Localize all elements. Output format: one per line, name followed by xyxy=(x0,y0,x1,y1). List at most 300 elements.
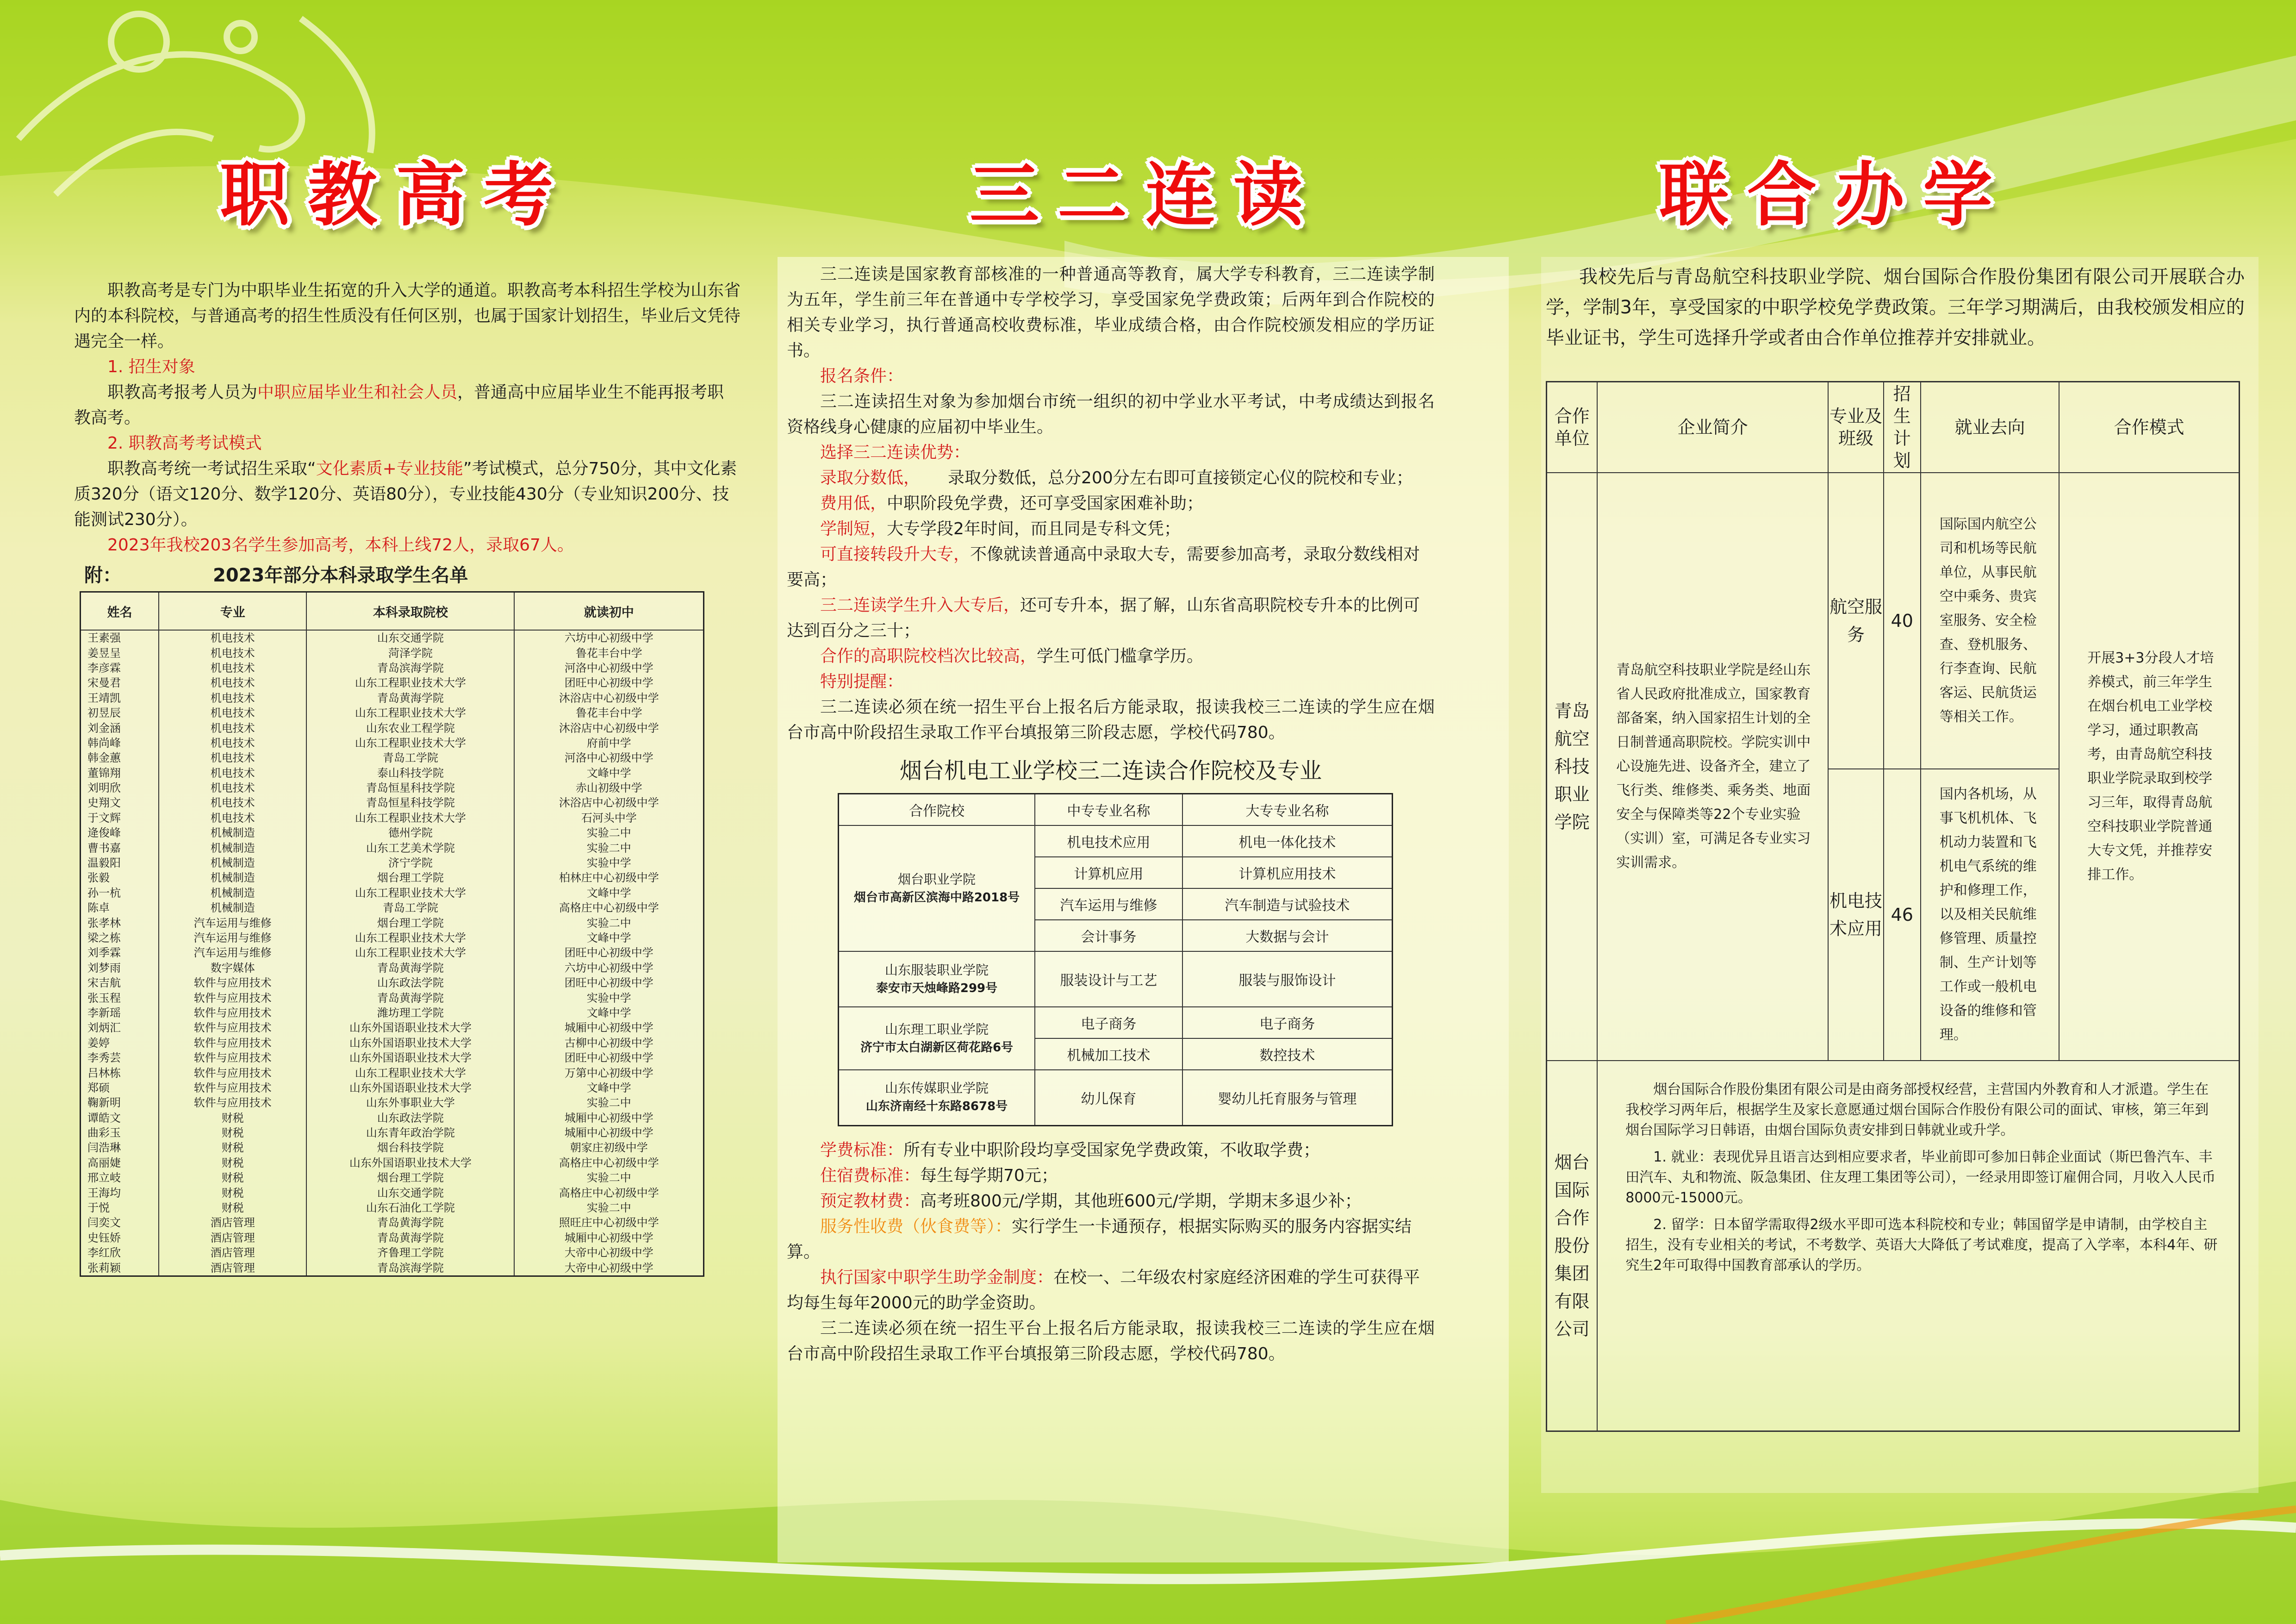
table-cell: 烟台理工学院 xyxy=(306,870,514,885)
table-row xyxy=(81,1006,704,1020)
table-cell: 机械制造 xyxy=(159,900,306,915)
table-cell: 软件与应用技术 xyxy=(159,990,306,1005)
table-cell: 实验中学 xyxy=(514,990,703,1005)
advantage-item: 可直接转段升大专，不像就读普通高中录取大专，需要参加高考，录取分数线相对要高； xyxy=(787,545,1420,589)
table-cell: 朝家庄初级中学 xyxy=(514,1140,703,1155)
table-cell: 财税 xyxy=(159,1125,306,1140)
table-cell: 陈卓 xyxy=(81,900,159,915)
table-cell: 高丽婕 xyxy=(81,1156,159,1170)
coop-header: 合作单位 xyxy=(1547,382,1598,473)
table-cell: 软件与应用技术 xyxy=(159,1065,306,1080)
table-row xyxy=(81,1230,704,1245)
partner-table-title: 烟台机电工业学校三二连读合作院校及专业 xyxy=(899,758,1322,784)
college-major: 电子商务 xyxy=(1182,1007,1393,1038)
table-cell: 山东外事职业大学 xyxy=(306,1095,514,1110)
table-cell: 青岛黄海学院 xyxy=(306,1215,514,1230)
partner-header: 中专专业名称 xyxy=(1035,794,1182,826)
fee-item: 学费标准：所有专业中职阶段均享受国家免学费政策，不收取学费； xyxy=(820,1140,1320,1160)
coop-jobs: 国际国内航空公司和机场等民航单位，从事民航空中乘务、贵宾室服务、安全检查、登机服务、行李查询、民航客运、民航货运等相关工作。 xyxy=(1921,473,2059,769)
right-intro: 我校先后与青岛航空科技职业学院、烟台国际合作股份集团有限公司开展联合办学，学制3年，享受国家的中职学校免学费政策。三年学习期满后，由我校颁发相应的毕业证书，学生可选择升学或者由合作单位推荐并安排就业。 xyxy=(1546,266,2245,349)
table-cell: 实验二中 xyxy=(514,1095,703,1110)
table-cell: 河洛中心初级中学 xyxy=(514,661,703,675)
heading-right: 联合办学 xyxy=(1659,154,2011,236)
table-row xyxy=(81,900,704,915)
advantage-item: 费用低，中职阶段免学费，还可享受国家困难补助； xyxy=(820,494,1204,513)
table-row xyxy=(81,1260,704,1276)
table-cell: 软件与应用技术 xyxy=(159,1006,306,1020)
table-cell: 实验二中 xyxy=(514,915,703,930)
table-cell: 王靖凯 xyxy=(81,691,159,706)
partner-row xyxy=(839,951,1393,1007)
table-cell: 张孝林 xyxy=(81,915,159,930)
mid-req-text: 三二连读招生对象为参加烟台市统一组织的初中学业水平考试，中考成绩达到报名资格线身心健康的应届初中毕业生。 xyxy=(787,392,1435,437)
table-row xyxy=(81,706,704,720)
table-cell: 山东工程职业技术大学 xyxy=(306,1065,514,1080)
appendix-title: 2023年部分本科录取学生名单 xyxy=(213,565,468,586)
table-cell: 山东工程职业技术大学 xyxy=(306,736,514,750)
table-cell: 财税 xyxy=(159,1140,306,1155)
table-cell: 酒店管理 xyxy=(159,1260,306,1276)
table-cell: 机电技术 xyxy=(159,781,306,795)
table-row xyxy=(81,781,704,795)
table-cell: 机电技术 xyxy=(159,811,306,825)
table-cell: 青岛黄海学院 xyxy=(306,990,514,1005)
table-header: 专业 xyxy=(159,592,306,631)
fee-item: 执行国家中职学生助学金制度：在校一、二年级农村家庭经济困难的学生可获得平均每生每年2000元的助学金资助。 xyxy=(787,1268,1420,1312)
table-cell: 青岛恒星科技学院 xyxy=(306,781,514,795)
table-row xyxy=(81,886,704,900)
table-cell: 软件与应用技术 xyxy=(159,1050,306,1065)
table-cell: 机电技术 xyxy=(159,736,306,750)
table-cell: 史钰娇 xyxy=(81,1230,159,1245)
coop-detail-paragraph: 1. 就业：表现优异且语言达到相应要求者，毕业前即可参加日韩企业面试（斯巴鲁汽车、丰田汽车、丸和物流、阪急集团、住友理工集团等公司），一经录用即签订雇佣合同，月收入人民币8000元-15000元。 xyxy=(1625,1149,2216,1206)
table-cell: 软件与应用技术 xyxy=(159,1081,306,1095)
table-cell: 曹书嘉 xyxy=(81,840,159,855)
secondary-major: 幼儿保育 xyxy=(1035,1070,1182,1125)
table-row xyxy=(81,1245,704,1260)
table-cell: 机电技术 xyxy=(159,750,306,765)
table-cell: 财税 xyxy=(159,1170,306,1185)
table-row xyxy=(81,661,704,675)
table-cell: 团旺中心初级中学 xyxy=(514,945,703,960)
table-cell: 机械制造 xyxy=(159,840,306,855)
table-cell: 菏泽学院 xyxy=(306,645,514,660)
table-cell: 李红欣 xyxy=(81,1245,159,1260)
table-cell: 温毅阳 xyxy=(81,856,159,870)
table-cell: 高格庄中心初级中学 xyxy=(514,1156,703,1170)
coop-plan: 40 xyxy=(1884,473,1921,769)
table-cell: 城厢中心初级中学 xyxy=(514,1020,703,1035)
table-cell: 机电技术 xyxy=(159,766,306,781)
table-cell: 韩尚峰 xyxy=(81,736,159,750)
table-cell: 柏林庄中心初级中学 xyxy=(514,870,703,885)
table-cell: 山东政法学院 xyxy=(306,975,514,990)
mid-adv-title: 选择三二连读优势： xyxy=(820,443,971,462)
coop-unit-2: 烟台国际合作股份集团有限公司 xyxy=(1547,1061,1598,1431)
table-cell: 软件与应用技术 xyxy=(159,1020,306,1035)
table-cell: 万第中心初级中学 xyxy=(514,1065,703,1080)
table-cell: 文峰中学 xyxy=(514,766,703,781)
table-cell: 山东石油化工学院 xyxy=(306,1200,514,1215)
table-row xyxy=(81,1095,704,1110)
table-header: 本科录取院校 xyxy=(306,592,514,631)
table-cell: 青岛黄海学院 xyxy=(306,1230,514,1245)
table-cell: 山东外国语职业技术大学 xyxy=(306,1156,514,1170)
table-cell: 山东外国语职业技术大学 xyxy=(306,1036,514,1050)
table-header: 就读初中 xyxy=(514,592,703,631)
table-header: 姓名 xyxy=(81,592,159,631)
table-cell: 刘炳汇 xyxy=(81,1020,159,1035)
secondary-major: 计算机应用 xyxy=(1035,857,1182,888)
table-cell: 孙一杭 xyxy=(81,886,159,900)
table-row xyxy=(81,1020,704,1035)
coop-header: 就业去向 xyxy=(1921,382,2059,473)
table-cell: 机械制造 xyxy=(159,856,306,870)
table-cell: 山东外国语职业技术大学 xyxy=(306,1050,514,1065)
table-cell: 府前中学 xyxy=(514,736,703,750)
table-cell: 石河头中学 xyxy=(514,811,703,825)
coop-header: 企业简介 xyxy=(1597,382,1828,473)
cooperation-table xyxy=(1546,381,2240,1432)
table-cell: 谭皓文 xyxy=(81,1111,159,1125)
table-cell: 文峰中学 xyxy=(514,931,703,945)
partner-institution: 山东传媒职业学院 山东济南经十东路8678号 xyxy=(839,1070,1035,1125)
advantage-list xyxy=(787,465,1435,669)
table-cell: 于悦 xyxy=(81,1200,159,1215)
table-cell: 济宁学院 xyxy=(306,856,514,870)
table-row xyxy=(81,825,704,840)
table-cell: 机械制造 xyxy=(159,825,306,840)
table-cell: 古柳中心初级中学 xyxy=(514,1036,703,1050)
secondary-major: 机电技术应用 xyxy=(1035,825,1182,857)
table-cell: 城厢中心初级中学 xyxy=(514,1230,703,1245)
table-cell: 青岛滨海学院 xyxy=(306,1260,514,1276)
table-cell: 团旺中心初级中学 xyxy=(514,975,703,990)
table-row xyxy=(81,945,704,960)
coop-detail-2 xyxy=(1597,1061,2239,1431)
table-row xyxy=(81,840,704,855)
table-cell: 青岛黄海学院 xyxy=(306,691,514,706)
table-row xyxy=(81,1050,704,1065)
left-result-note: 2023年我校203名学生参加高考，本科上线72人，录取67人。 xyxy=(107,536,574,555)
college-major: 数控技术 xyxy=(1182,1038,1393,1070)
table-cell: 山东农业工程学院 xyxy=(306,720,514,735)
table-cell: 实验中学 xyxy=(514,856,703,870)
fee-list xyxy=(787,1137,1435,1316)
table-cell: 李秀芸 xyxy=(81,1050,159,1065)
table-cell: 实验二中 xyxy=(514,1200,703,1215)
table-row xyxy=(81,1081,704,1095)
table-cell: 财税 xyxy=(159,1185,306,1200)
coop-header: 招生计划 xyxy=(1884,382,1921,473)
secondary-major: 汽车运用与维修 xyxy=(1035,888,1182,920)
table-row xyxy=(81,1200,704,1215)
table-cell: 姜婷 xyxy=(81,1036,159,1050)
secondary-major: 服装设计与工艺 xyxy=(1035,951,1182,1007)
table-cell: 酒店管理 xyxy=(159,1245,306,1260)
table-cell: 沐浴店中心初级中学 xyxy=(514,795,703,810)
college-major: 计算机应用技术 xyxy=(1182,857,1393,888)
fee-item: 住宿费标准：每生每学期70元； xyxy=(820,1166,1058,1185)
table-cell: 软件与应用技术 xyxy=(159,1095,306,1110)
table-cell: 沐浴店中心初级中学 xyxy=(514,691,703,706)
table-cell: 六坊中心初级中学 xyxy=(514,961,703,975)
appendix-label: 附： xyxy=(84,565,121,586)
table-row xyxy=(81,870,704,885)
panel-vocational-exam xyxy=(74,278,740,1277)
table-cell: 刘明欣 xyxy=(81,781,159,795)
table-cell: 汽车运用与维修 xyxy=(159,945,306,960)
college-major: 婴幼儿托育服务与管理 xyxy=(1182,1070,1393,1125)
table-row xyxy=(81,630,704,645)
table-row xyxy=(81,1111,704,1125)
table-cell: 初昱辰 xyxy=(81,706,159,720)
coop-header: 专业及班级 xyxy=(1828,382,1884,473)
table-row xyxy=(81,720,704,735)
table-cell: 青岛工学院 xyxy=(306,900,514,915)
coop-header: 合作模式 xyxy=(2059,382,2239,473)
table-row xyxy=(81,975,704,990)
table-cell: 山东交通学院 xyxy=(306,1185,514,1200)
admission-table xyxy=(80,591,704,1277)
appendix-heading xyxy=(74,561,740,587)
college-major: 机电一体化技术 xyxy=(1182,825,1393,857)
table-cell: 逄俊峰 xyxy=(81,825,159,840)
mid-warn-text: 三二连读必须在统一招生平台上报名后方能录取，报读我校三二连读的学生应在烟台市高中阶段招生录取工作平台填报第三阶段志愿，学校代码780。 xyxy=(787,698,1435,742)
table-cell: 山东工程职业技术大学 xyxy=(306,706,514,720)
table-cell: 文峰中学 xyxy=(514,1081,703,1095)
partner-row xyxy=(839,1007,1393,1038)
table-row xyxy=(81,961,704,975)
left-s1-text: 职教高考报考人员为中职应届毕业生和社会人员，普通高中应届毕业生不能再报考职教高考。 xyxy=(74,383,724,427)
partner-header: 大专专业名称 xyxy=(1182,794,1393,826)
table-cell: 大帝中心初级中学 xyxy=(514,1245,703,1260)
table-cell: 鲁花丰台中学 xyxy=(514,645,703,660)
table-row xyxy=(81,1140,704,1155)
table-cell: 大帝中心初级中学 xyxy=(514,1260,703,1276)
table-cell: 山东工程职业技术大学 xyxy=(306,931,514,945)
coop-major: 航空服务 xyxy=(1828,473,1884,769)
table-cell: 酒店管理 xyxy=(159,1215,306,1230)
table-cell: 青岛恒星科技学院 xyxy=(306,795,514,810)
advantage-item: 学制短，大专学段2年时间，而且同是专科文凭； xyxy=(820,519,1181,538)
table-cell: 闫奕文 xyxy=(81,1215,159,1230)
table-cell: 邢立岐 xyxy=(81,1170,159,1185)
table-cell: 机电技术 xyxy=(159,645,306,660)
coop-detail-paragraph: 烟台国际合作股份集团有限公司是由商务部授权经营，主营国内外教育和人才派遣。学生在我校学习两年后，根据学生及家长意愿通过烟台国际合作股份有限公司的面试、审核，第三年到烟台国际学习日韩语，由烟台国际负责安排到日韩就业或升学。 xyxy=(1625,1081,2209,1138)
table-row xyxy=(81,691,704,706)
table-cell: 刘金涵 xyxy=(81,720,159,735)
table-cell: 实验二中 xyxy=(514,840,703,855)
table-cell: 曲彩玉 xyxy=(81,1125,159,1140)
college-major: 大数据与会计 xyxy=(1182,920,1393,951)
advantage-item: 合作的高职院校档次比较高，学生可低门槛拿学历。 xyxy=(820,647,1204,666)
college-major: 服装与服饰设计 xyxy=(1182,951,1393,1007)
table-cell: 照旺庄中心初级中学 xyxy=(514,1215,703,1230)
table-row xyxy=(81,931,704,945)
coop-plan: 46 xyxy=(1884,769,1921,1061)
table-cell: 山东交通学院 xyxy=(306,630,514,645)
college-major: 汽车制造与试验技术 xyxy=(1182,888,1393,920)
table-cell: 宋曼君 xyxy=(81,675,159,690)
table-cell: 李新瑶 xyxy=(81,1006,159,1020)
table-cell: 文峰中学 xyxy=(514,886,703,900)
table-cell: 团旺中心初级中学 xyxy=(514,675,703,690)
panel-three-two xyxy=(787,262,1435,1367)
table-cell: 机械制造 xyxy=(159,870,306,885)
table-cell: 机电技术 xyxy=(159,795,306,810)
partner-row xyxy=(839,825,1393,857)
table-row xyxy=(81,645,704,660)
heading-middle: 三二连读 xyxy=(969,154,1321,236)
table-cell: 汽车运用与维修 xyxy=(159,915,306,930)
table-cell: 鲁花丰台中学 xyxy=(514,706,703,720)
table-cell: 郑硕 xyxy=(81,1081,159,1095)
partner-institution: 烟台职业学院 烟台市高新区滨海中路2018号 xyxy=(839,825,1035,951)
partner-row xyxy=(839,1070,1393,1125)
table-row xyxy=(81,990,704,1005)
table-cell: 潍坊理工学院 xyxy=(306,1006,514,1020)
mid-req-title: 报名条件： xyxy=(820,367,904,386)
table-row xyxy=(81,1156,704,1170)
table-cell: 王素强 xyxy=(81,630,159,645)
table-cell: 姜昱呈 xyxy=(81,645,159,660)
table-cell: 城厢中心初级中学 xyxy=(514,1111,703,1125)
mid-outro: 三二连读必须在统一招生平台上报名后方能录取，报读我校三二连读的学生应在烟台市高中阶段招生录取工作平台填报第三阶段志愿，学校代码780。 xyxy=(787,1318,1435,1363)
coop-mode-1: 开展3+3分段人才培养模式，前三年学生在烟台机电工业学校学习，通过职教高考，由青岛航空科技职业学院录取到校学习三年，取得青岛航空科技职业学院普通大专文凭，并推荐安排工作。 xyxy=(2059,473,2239,1061)
fee-item: 服务性收费（伙食费等）：实行学生一卡通预存，根据实际购买的服务内容据实结算。 xyxy=(787,1217,1412,1262)
table-cell: 城厢中心初级中学 xyxy=(514,1125,703,1140)
table-cell: 机电技术 xyxy=(159,661,306,675)
table-cell: 烟台理工学院 xyxy=(306,915,514,930)
left-intro: 职教高考是专门为中职毕业生拓宽的升入大学的通道。职教高考本科招生学校为山东省内的本科院校，与普通高考的招生性质没有任何区别，也属于国家计划招生，毕业后文凭待遇完全一样。 xyxy=(74,281,741,351)
table-cell: 于文辉 xyxy=(81,811,159,825)
table-cell: 山东工艺美术学院 xyxy=(306,840,514,855)
table-row xyxy=(81,1036,704,1050)
table-cell: 山东工程职业技术大学 xyxy=(306,945,514,960)
table-row xyxy=(81,1170,704,1185)
table-cell: 宋吉航 xyxy=(81,975,159,990)
heading-left: 职教高考 xyxy=(219,154,572,236)
table-row xyxy=(81,675,704,690)
table-cell: 韩金蕙 xyxy=(81,750,159,765)
table-cell: 高格庄中心初级中学 xyxy=(514,1185,703,1200)
left-s2-title: 2. 职教高考考试模式 xyxy=(107,434,262,453)
table-cell: 汽车运用与维修 xyxy=(159,931,306,945)
table-row xyxy=(81,811,704,825)
secondary-major: 电子商务 xyxy=(1035,1007,1182,1038)
table-row xyxy=(81,766,704,781)
table-cell: 机电技术 xyxy=(159,675,306,690)
coop-jobs: 国内各机场，从事飞机机体、飞机动力装置和飞机电气系统的维护和修理工作，以及相关民航维修管理、质量控制、生产计划等工作或一般机电设备的维修和管理。 xyxy=(1921,769,2059,1061)
table-cell: 青岛滨海学院 xyxy=(306,661,514,675)
table-cell: 泰山科技学院 xyxy=(306,766,514,781)
table-cell: 青岛黄海学院 xyxy=(306,961,514,975)
table-cell: 鞠新明 xyxy=(81,1095,159,1110)
table-cell: 王海均 xyxy=(81,1185,159,1200)
table-cell: 张毅 xyxy=(81,870,159,885)
table-cell: 青岛工学院 xyxy=(306,750,514,765)
table-cell: 赤山初级中学 xyxy=(514,781,703,795)
table-cell: 董锦翔 xyxy=(81,766,159,781)
partner-institution: 山东服装职业学院 泰安市天烛峰路299号 xyxy=(839,951,1035,1007)
table-cell: 张莉颖 xyxy=(81,1260,159,1276)
table-cell: 软件与应用技术 xyxy=(159,1036,306,1050)
table-row xyxy=(81,750,704,765)
table-cell: 齐鲁理工学院 xyxy=(306,1245,514,1260)
table-cell: 六坊中心初级中学 xyxy=(514,630,703,645)
table-cell: 团旺中心初级中学 xyxy=(514,1050,703,1065)
mid-intro: 三二连读是国家教育部核准的一种普通高等教育，属大学专科教育，三二连读学制为五年，学生前三年在普通中专学校学习，享受国家免学费政策；后两年到合作院校的相关专业学习，执行普通高校收费标准，毕业成绩合格，由合作院校颁发相应的学历证书。 xyxy=(787,265,1435,360)
partner-institution: 山东理工职业学院 济宁市太白湖新区荷花路6号 xyxy=(839,1007,1035,1070)
table-cell: 史翔文 xyxy=(81,795,159,810)
table-row xyxy=(81,736,704,750)
table-cell: 沐浴店中心初级中学 xyxy=(514,720,703,735)
table-cell: 软件与应用技术 xyxy=(159,975,306,990)
table-cell: 山东工程职业技术大学 xyxy=(306,675,514,690)
coop-unit-1: 青岛航空科技职业学院 xyxy=(1547,473,1598,1061)
table-cell: 张玉程 xyxy=(81,990,159,1005)
table-cell: 山东工程职业技术大学 xyxy=(306,811,514,825)
table-cell: 梁之栋 xyxy=(81,931,159,945)
table-cell: 吕林栋 xyxy=(81,1065,159,1080)
advantage-item: 三二连读学生升入大专后，还可专升本，据了解，山东省高职院校专升本的比例可达到百分之三十； xyxy=(787,596,1420,640)
coop-major: 机电技术应用 xyxy=(1828,769,1884,1061)
table-row xyxy=(81,795,704,810)
table-cell: 机电技术 xyxy=(159,706,306,720)
table-row xyxy=(81,856,704,870)
table-cell: 山东工程职业技术大学 xyxy=(306,886,514,900)
left-s1-title: 1. 招生对象 xyxy=(107,357,195,376)
table-cell: 机械制造 xyxy=(159,886,306,900)
table-cell: 山东政法学院 xyxy=(306,1111,514,1125)
mid-warn-title: 特别提醒： xyxy=(820,672,904,691)
left-s2-text: 职教高考统一考试招生采取“文化素质+专业技能”考试模式，总分750分，其中文化素质320分（语文120分、数学120分、英语80分），专业技能430分（专业知识200分、技能测试230分）。 xyxy=(74,459,737,529)
table-row xyxy=(81,1065,704,1080)
table-cell: 机电技术 xyxy=(159,630,306,645)
table-cell: 文峰中学 xyxy=(514,1006,703,1020)
partner-header: 合作院校 xyxy=(839,794,1035,826)
table-cell: 机电技术 xyxy=(159,691,306,706)
table-cell: 财税 xyxy=(159,1200,306,1215)
table-cell: 高格庄中心初级中学 xyxy=(514,900,703,915)
table-row xyxy=(81,1125,704,1140)
table-cell: 德州学院 xyxy=(306,825,514,840)
fee-item: 预定教材费：高考班800元/学期，其他班600元/学期，学期末多退少补； xyxy=(820,1191,1362,1211)
table-cell: 李彦霖 xyxy=(81,661,159,675)
table-row xyxy=(81,915,704,930)
table-cell: 烟台理工学院 xyxy=(306,1170,514,1185)
secondary-major: 会计事务 xyxy=(1035,920,1182,951)
table-cell: 机电技术 xyxy=(159,720,306,735)
table-cell: 财税 xyxy=(159,1156,306,1170)
table-cell: 刘梦雨 xyxy=(81,961,159,975)
coop-detail-paragraph: 2. 留学：日本留学需取得2级水平即可选本科院校和专业；韩国留学是申请制，由学校自主招生，没有专业相关的考试，不考数学、英语大大降低了考试难度，提高了入学率，本科4年、研究生2年可取得中国教育部承认的学历。 xyxy=(1625,1217,2218,1274)
table-cell: 数字媒体 xyxy=(159,961,306,975)
advantage-item: 录取分数低， 录取分数低，总分200分左右即可直接锁定心仪的院校和专业； xyxy=(820,468,1413,487)
table-cell: 山东外国语职业技术大学 xyxy=(306,1020,514,1035)
table-cell: 实验二中 xyxy=(514,825,703,840)
panel-joint-program xyxy=(1546,262,2245,1432)
coop-profile-1: 青岛航空科技职业学院是经山东省人民政府批准成立，国家教育部备案，纳入国家招生计划的全日制普通高职院校。学院实训中心设施先进、设备齐全，建立了飞行类、维修类、乘务类、地面安全与保障类等22个专业实验（实训）室，可满足各专业实习实训需求。 xyxy=(1597,473,1828,1061)
partner-table xyxy=(838,793,1393,1126)
table-cell: 财税 xyxy=(159,1111,306,1125)
table-cell: 河洛中心初级中学 xyxy=(514,750,703,765)
table-row xyxy=(81,1215,704,1230)
table-cell: 酒店管理 xyxy=(159,1230,306,1245)
table-cell: 实验二中 xyxy=(514,1170,703,1185)
table-cell: 刘季霖 xyxy=(81,945,159,960)
